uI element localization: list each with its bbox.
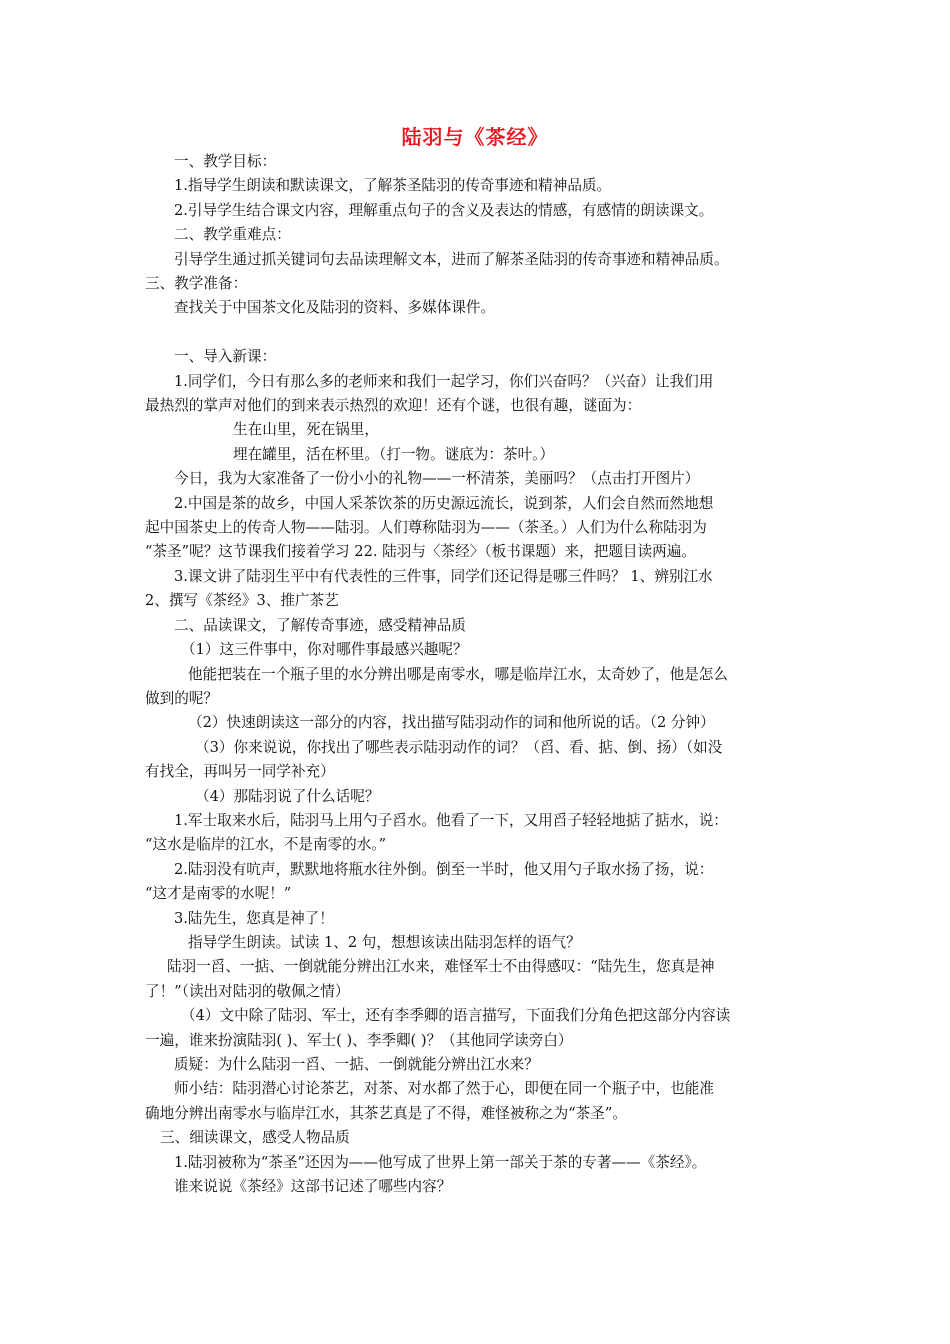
paragraph-line: 2.引导学生结合课文内容，理解重点句子的含义及表达的情感，有感情的朗读课文。 [174,201,714,219]
section-heading: 三、教学准备： [145,275,248,293]
paragraph-line: 2.中国是茶的故乡，中国人采茶饮茶的历史源远流长，说到茶，人们会自然而然地想 [174,494,714,512]
paragraph-line: （3）你来说说，你找出了哪些表示陆羽动作的词？（舀、看、掂、倒、扬）（如没 [195,738,723,756]
paragraph-line: 1.陆羽被称为“茶圣”还因为——他写成了世界上第一部关于茶的专著——《茶经》。 [174,1153,707,1171]
paragraph-line: 最热烈的掌声对他们的到来表示热烈的欢迎！还有个谜，也很有趣，谜面为： [145,397,642,415]
section-heading: 一、教学目标： [174,153,277,170]
paragraph-line: （1）这三件事中，你对哪件事最感兴趣呢？ [181,641,468,659]
paragraph-line: 陆羽一舀、一掂、一倒就能分辨出江水来，难怪军士不由得感叹：“陆先生，您真是神 [167,958,715,976]
paragraph-line: 2、撰写《茶经》3、推广茶艺 [145,592,339,610]
paragraph-line: （2）快速朗读这一部分的内容，找出描写陆羽动作的词和他所说的话。（2 分钟） [188,714,715,732]
section-heading: 三、细读课文，感受人物品质 [160,1129,350,1147]
paragraph-line: 起中国茶史上的传奇人物——陆羽。人们尊称陆羽为——（茶圣。）人们为什么称陆羽为 [145,519,707,537]
paragraph-line: 了！”（读出对陆羽的敬佩之情） [145,982,350,1000]
paragraph-line: （4）文中除了陆羽、军士，还有李季卿的语言描写，下面我们分角色把这部分内容读 [181,1007,731,1025]
riddle-line: 埋在罐里，活在杯里。（打一物。谜底为：茶叶。） [233,445,555,463]
section-heading: 二、品读课文，了解传奇事迹，感受精神品质 [174,616,466,634]
paragraph-line: 指导学生朗读。试读 1、2 句，想想该读出陆羽怎样的语气？ [188,933,581,951]
paragraph-line: 一遍，谁来扮演陆羽( )、军士( )、李季卿( )？（其他同学读旁白） [145,1031,573,1049]
paragraph-line: “这水是临岸的江水，不是南零的水。” [145,836,387,854]
paragraph-line: 3.陆先生，您真是神了！ [174,909,334,927]
paragraph-line: “茶圣”呢？这节课我们接着学习 22. 陆羽与〈茶经〉（板书课题）来，把题目读两遍。 [145,543,696,561]
paragraph-line: 确地分辨出南零水与临岸江水，其茶艺真是了不得，难怪被称之为“茶圣”。 [145,1104,627,1122]
section-heading: 二、教学重难点： [174,226,291,244]
section-heading: 一、导入新课： [174,348,277,366]
document-title: 陆羽与《茶经》 [401,125,549,149]
paragraph-line: “这才是南零的水呢！” [145,885,292,903]
paragraph-line: 做到的呢？ [145,689,218,707]
paragraph-line: 引导学生通过抓关键词句去品读理解文本，进而了解茶圣陆羽的传奇事迹和精神品质。 [174,250,729,268]
paragraph-line: 师小结：陆羽潜心讨论茶艺，对茶、对水都了然于心，即便在同一个瓶子中，也能准 [174,1080,714,1098]
paragraph-line: 查找关于中国茶文化及陆羽的资料、多媒体课件。 [174,299,496,317]
paragraph-line: 谁来说说《茶经》这部书记述了哪些内容？ [174,1178,452,1196]
paragraph-line: 有找全，再叫另一同学补充） [145,763,335,781]
paragraph-line: 1.同学们，今日有那么多的老师来和我们一起学习，你们兴奋吗？（兴奋）让我们用 [174,372,714,390]
paragraph-line: 质疑：为什么陆羽一舀、一掂、一倒就能分辨出江水来？ [174,1056,539,1074]
paragraph-line: 1.军士取来水后，陆羽马上用勺子舀水。他看了一下，又用舀子轻轻地掂了掂水，说： [174,811,728,829]
paragraph-line: 3.课文讲了陆羽生平中有代表性的三件事，同学们还记得是哪三件吗？ 1、辨别江水 [174,567,713,585]
riddle-line: 生在山里，死在锅里， [233,421,379,439]
paragraph-line: （4）那陆羽说了什么话呢？ [195,787,380,805]
paragraph-line: 他能把装在一个瓶子里的水分辨出哪是南零水，哪是临岸江水，太奇妙了，他是怎么 [188,665,728,683]
paragraph-line: 1.指导学生朗读和默读课文，了解茶圣陆羽的传奇事迹和精神品质。 [174,177,612,195]
blank-line [145,321,810,345]
paragraph-line: 今日，我为大家准备了一份小小的礼物——一杯清茶，美丽吗？（点击打开图片） [174,470,700,488]
document-body [145,150,810,1199]
paragraph-line: 2.陆羽没有吭声，默默地将瓶水往外倒。倒至一半时，他又用勺子取水扬了扬，说： [174,860,714,878]
